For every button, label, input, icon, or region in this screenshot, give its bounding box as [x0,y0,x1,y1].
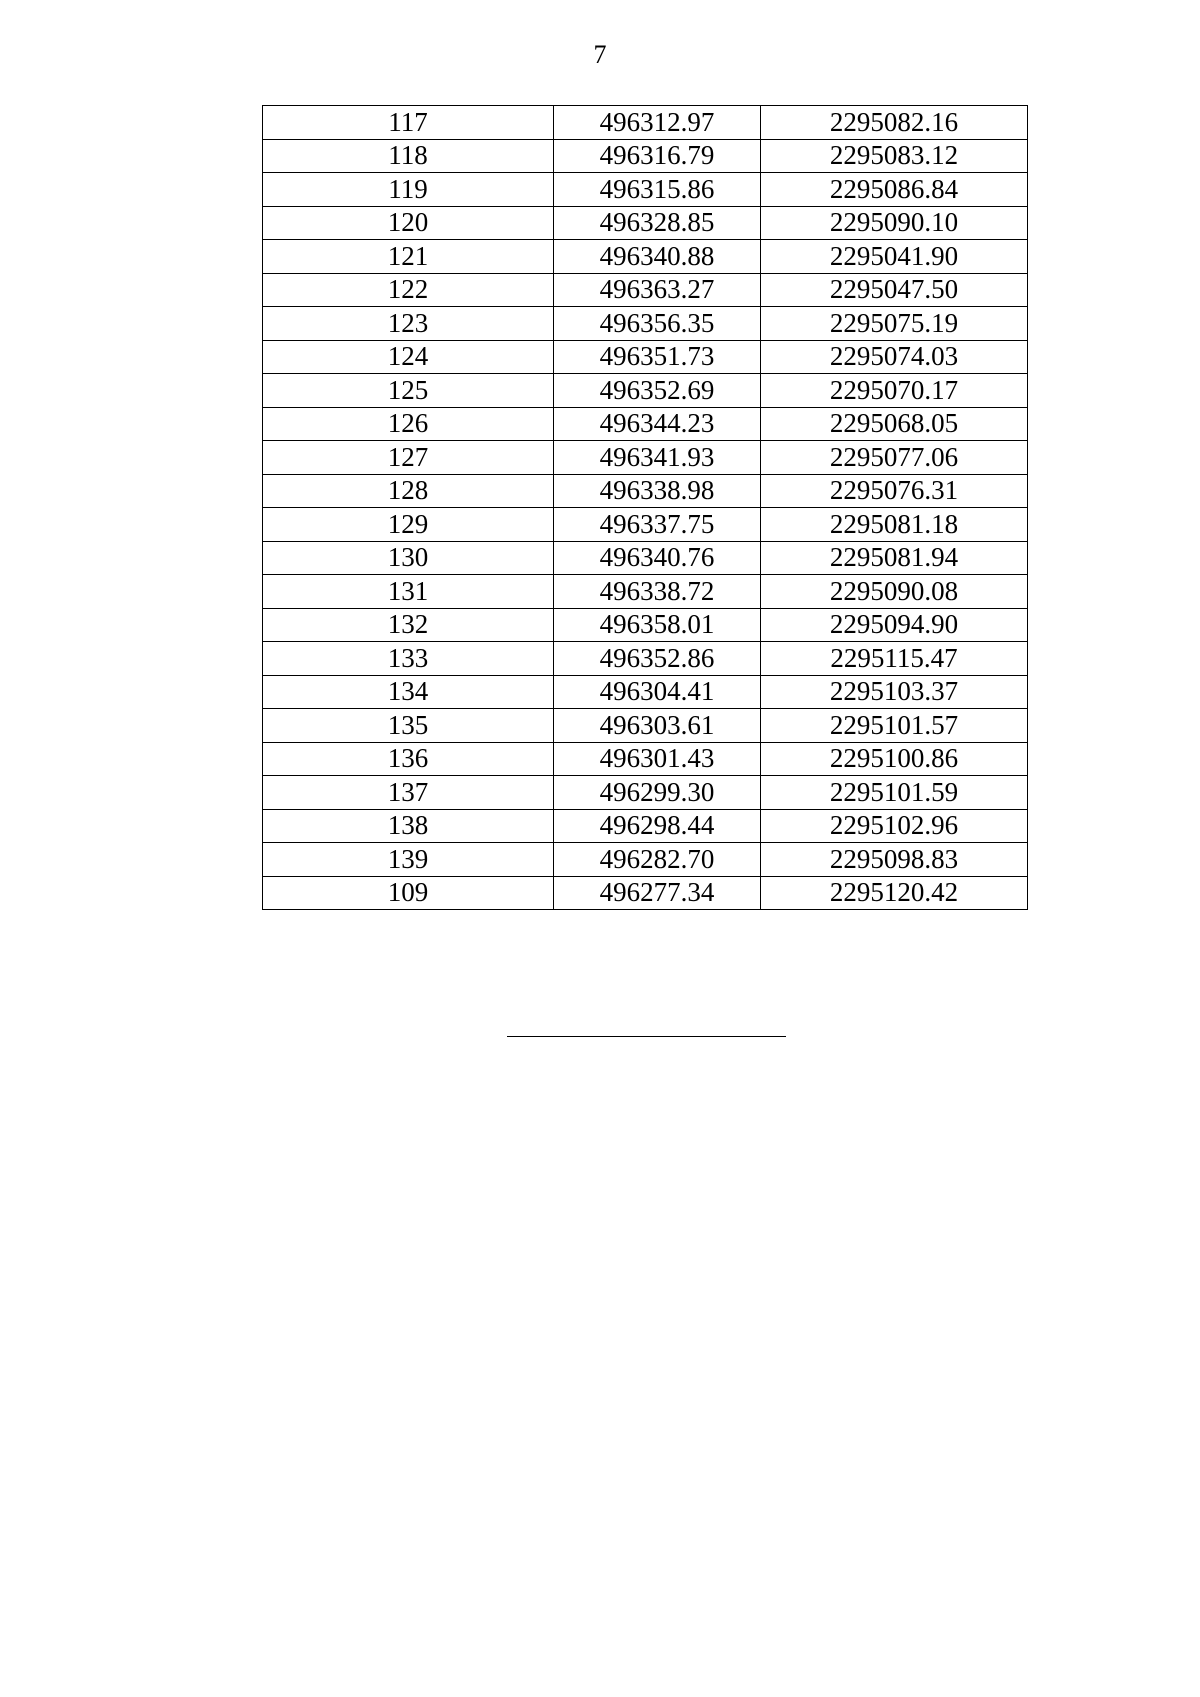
y-coordinate-cell: 2295041.90 [761,240,1028,274]
x-coordinate-cell: 496299.30 [554,776,761,810]
x-coordinate-cell: 496338.72 [554,575,761,609]
point-number-cell: 131 [263,575,554,609]
y-coordinate-cell: 2295101.57 [761,709,1028,743]
point-number-cell: 122 [263,273,554,307]
x-coordinate-cell: 496344.23 [554,407,761,441]
x-coordinate-cell: 496358.01 [554,608,761,642]
x-coordinate-cell: 496312.97 [554,106,761,140]
table-row [263,642,1028,676]
point-number-cell: 126 [263,407,554,441]
table-row [263,441,1028,475]
coordinates-table [262,105,1028,910]
x-coordinate-cell: 496328.85 [554,206,761,240]
y-coordinate-cell: 2295074.03 [761,340,1028,374]
y-coordinate-cell: 2295081.94 [761,541,1028,575]
page-number: 7 [593,40,607,69]
point-number-cell: 109 [263,876,554,910]
y-coordinate-cell: 2295076.31 [761,474,1028,508]
x-coordinate-cell: 496351.73 [554,340,761,374]
x-coordinate-cell: 496356.35 [554,307,761,341]
table-row [263,508,1028,542]
x-coordinate-cell: 496277.34 [554,876,761,910]
coordinates-table-body [263,106,1028,910]
table-row [263,407,1028,441]
x-coordinate-cell: 496301.43 [554,742,761,776]
y-coordinate-cell: 2295077.06 [761,441,1028,475]
y-coordinate-cell: 2295090.08 [761,575,1028,609]
table-row [263,273,1028,307]
point-number-cell: 125 [263,374,554,408]
y-coordinate-cell: 2295101.59 [761,776,1028,810]
point-number-cell: 128 [263,474,554,508]
y-coordinate-cell: 2295094.90 [761,608,1028,642]
table-row [263,206,1028,240]
y-coordinate-cell: 2295082.16 [761,106,1028,140]
table-row [263,608,1028,642]
x-coordinate-cell: 496352.86 [554,642,761,676]
table-row [263,776,1028,810]
x-coordinate-cell: 496340.76 [554,541,761,575]
point-number-cell: 118 [263,139,554,173]
point-number-cell: 121 [263,240,554,274]
table-row [263,240,1028,274]
point-number-cell: 132 [263,608,554,642]
x-coordinate-cell: 496338.98 [554,474,761,508]
y-coordinate-cell: 2295102.96 [761,809,1028,843]
x-coordinate-cell: 496352.69 [554,374,761,408]
y-coordinate-cell: 2295070.17 [761,374,1028,408]
y-coordinate-cell: 2295075.19 [761,307,1028,341]
y-coordinate-cell: 2295103.37 [761,675,1028,709]
table-row [263,809,1028,843]
table-row [263,843,1028,877]
x-coordinate-cell: 496337.75 [554,508,761,542]
table-row [263,876,1028,910]
point-number-cell: 120 [263,206,554,240]
x-coordinate-cell: 496341.93 [554,441,761,475]
point-number-cell: 139 [263,843,554,877]
y-coordinate-cell: 2295098.83 [761,843,1028,877]
x-coordinate-cell: 496304.41 [554,675,761,709]
y-coordinate-cell: 2295081.18 [761,508,1028,542]
table-row [263,541,1028,575]
point-number-cell: 130 [263,541,554,575]
table-row [263,340,1028,374]
table-row [263,474,1028,508]
table-row [263,675,1028,709]
point-number-cell: 117 [263,106,554,140]
end-of-document-rule [507,1036,786,1037]
table-row [263,173,1028,207]
y-coordinate-cell: 2295090.10 [761,206,1028,240]
y-coordinate-cell: 2295047.50 [761,273,1028,307]
y-coordinate-cell: 2295083.12 [761,139,1028,173]
x-coordinate-cell: 496303.61 [554,709,761,743]
point-number-cell: 127 [263,441,554,475]
x-coordinate-cell: 496282.70 [554,843,761,877]
y-coordinate-cell: 2295068.05 [761,407,1028,441]
point-number-cell: 129 [263,508,554,542]
y-coordinate-cell: 2295100.86 [761,742,1028,776]
y-coordinate-cell: 2295115.47 [761,642,1028,676]
point-number-cell: 135 [263,709,554,743]
table-row [263,575,1028,609]
x-coordinate-cell: 496316.79 [554,139,761,173]
point-number-cell: 136 [263,742,554,776]
table-row [263,709,1028,743]
x-coordinate-cell: 496340.88 [554,240,761,274]
table-row [263,139,1028,173]
table-row [263,106,1028,140]
y-coordinate-cell: 2295086.84 [761,173,1028,207]
x-coordinate-cell: 496298.44 [554,809,761,843]
table-row [263,307,1028,341]
point-number-cell: 124 [263,340,554,374]
point-number-cell: 138 [263,809,554,843]
x-coordinate-cell: 496315.86 [554,173,761,207]
table-row [263,742,1028,776]
point-number-cell: 134 [263,675,554,709]
point-number-cell: 119 [263,173,554,207]
point-number-cell: 133 [263,642,554,676]
x-coordinate-cell: 496363.27 [554,273,761,307]
table-row [263,374,1028,408]
point-number-cell: 137 [263,776,554,810]
y-coordinate-cell: 2295120.42 [761,876,1028,910]
point-number-cell: 123 [263,307,554,341]
